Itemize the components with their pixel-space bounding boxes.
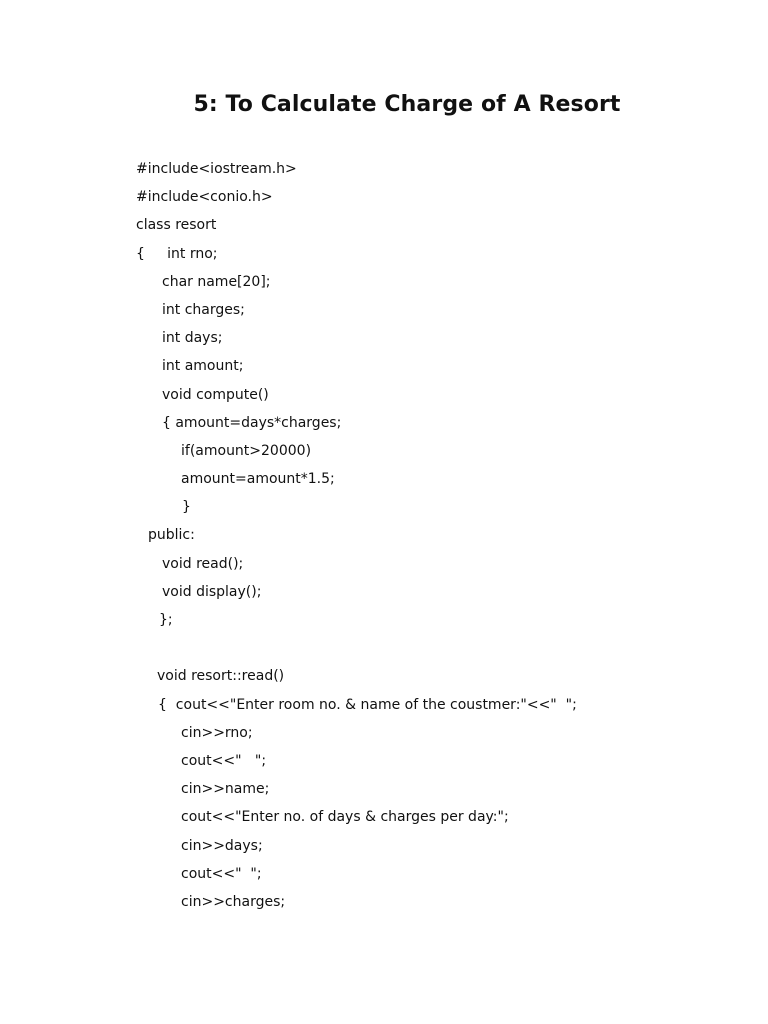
code-line bbox=[136, 465, 736, 493]
code-line bbox=[136, 324, 736, 352]
code-line bbox=[136, 493, 736, 521]
code-line bbox=[136, 155, 736, 183]
code-text: char name[20]; bbox=[162, 273, 271, 290]
code-text: cin>>rno; bbox=[181, 724, 253, 741]
code-text: cout<<"Enter no. of days & charges per day:"; bbox=[181, 809, 509, 826]
code-text: cin>>charges; bbox=[181, 893, 286, 910]
code-line bbox=[136, 860, 736, 888]
code-text: { cout<<"Enter room no. & name of the coustmer:"<<" "; bbox=[158, 696, 577, 713]
code-text: #include<iostream.h> bbox=[136, 161, 297, 177]
code-line bbox=[136, 296, 736, 324]
code-text: public: bbox=[148, 527, 195, 544]
code-line bbox=[136, 211, 736, 239]
code-text: cin>>name; bbox=[181, 781, 270, 798]
code-line bbox=[136, 352, 736, 380]
code-line bbox=[136, 381, 736, 409]
code-line bbox=[136, 240, 736, 268]
code-text: cout<<" "; bbox=[181, 752, 267, 769]
code-line bbox=[136, 747, 736, 775]
code-text: int charges; bbox=[162, 301, 245, 318]
code-text: void resort::read() bbox=[157, 668, 285, 685]
code-line bbox=[136, 775, 736, 803]
code-text: if(amount>20000) bbox=[181, 442, 312, 459]
code-line bbox=[136, 662, 736, 690]
code-text: cout<<" "; bbox=[181, 865, 262, 882]
code-line bbox=[136, 606, 736, 634]
code-text: int amount; bbox=[162, 358, 244, 375]
code-line bbox=[136, 550, 736, 578]
code-line bbox=[136, 691, 736, 719]
code-text: void compute() bbox=[162, 386, 269, 403]
code-line bbox=[136, 634, 736, 662]
code-block bbox=[136, 155, 736, 916]
code-text: #include<conio.h> bbox=[136, 189, 273, 206]
code-line bbox=[136, 578, 736, 606]
code-text: { int rno; bbox=[136, 245, 218, 262]
code-line bbox=[136, 268, 736, 296]
code-text: { amount=days*charges; bbox=[162, 414, 342, 431]
code-line bbox=[136, 803, 736, 831]
code-text: }; bbox=[159, 612, 173, 628]
code-text: } bbox=[182, 499, 191, 516]
code-text: void read(); bbox=[162, 555, 244, 572]
code-line bbox=[136, 437, 736, 465]
code-line bbox=[136, 521, 736, 549]
code-text: class resort bbox=[136, 217, 217, 234]
code-text: void display(); bbox=[162, 583, 262, 600]
code-line bbox=[136, 409, 736, 437]
code-line bbox=[136, 719, 736, 747]
code-text: int days; bbox=[162, 330, 223, 347]
code-line bbox=[136, 832, 736, 860]
code-line bbox=[136, 888, 736, 916]
code-line bbox=[136, 183, 736, 211]
code-text: amount=amount*1.5; bbox=[181, 471, 335, 488]
code-text: cin>>days; bbox=[181, 837, 263, 854]
page-title: 5: To Calculate Charge of A Resort bbox=[193, 92, 621, 117]
